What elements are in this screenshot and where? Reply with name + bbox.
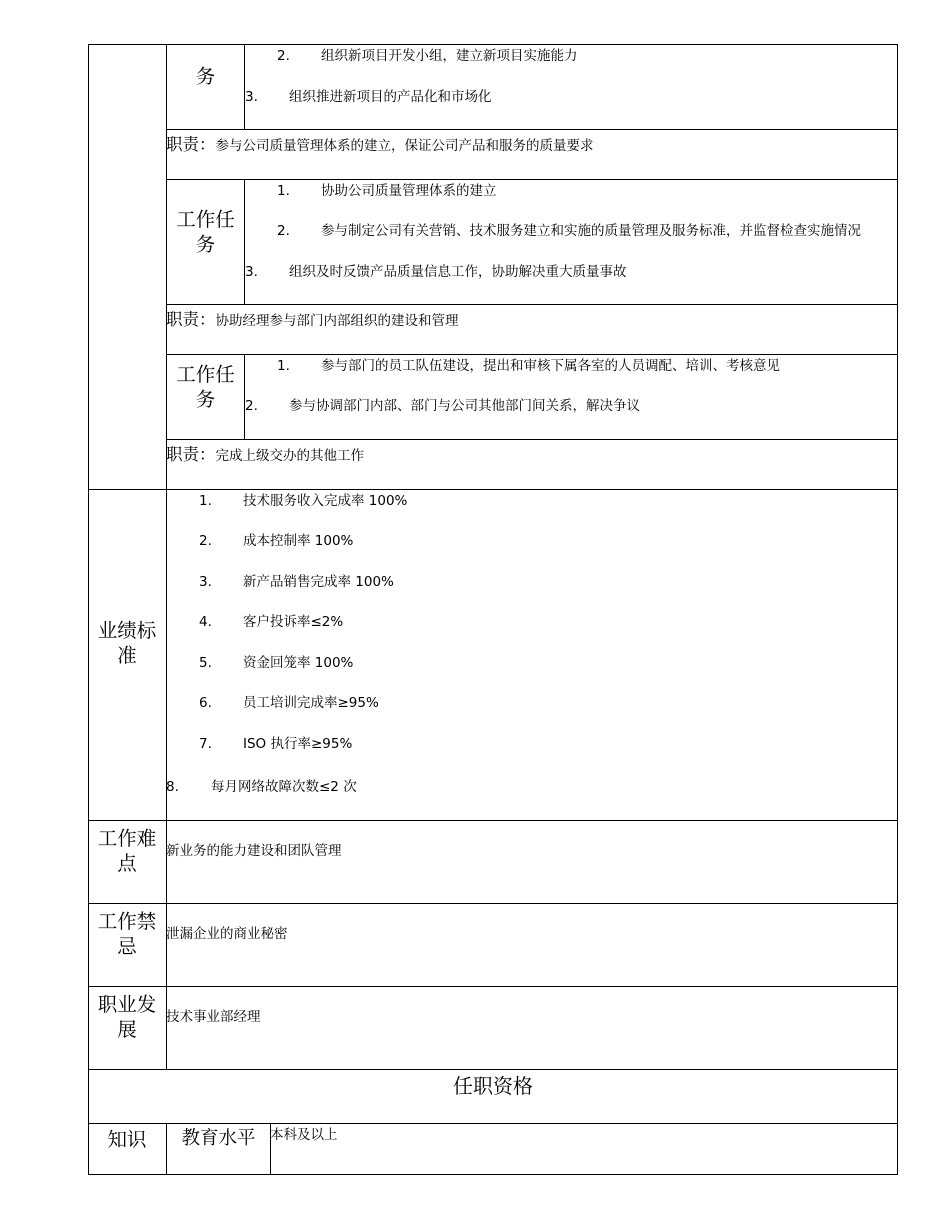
item-text: 员工培训完成率≥95% <box>243 695 379 711</box>
task-header: 工作任务 <box>176 363 235 411</box>
task-number: 1. <box>277 183 290 199</box>
difficulty-label: 工作难点 <box>97 827 157 875</box>
task-item <box>245 89 492 105</box>
item-text: 新产品销售完成率 100% <box>243 574 394 590</box>
performance-item <box>199 574 394 590</box>
education-value: 本科及以上 <box>270 1127 338 1143</box>
task-number: 1. <box>277 358 290 374</box>
row-divider <box>88 489 898 490</box>
qualifications-title: 任职资格 <box>453 1074 533 1098</box>
duty-label: 职责： <box>166 310 216 329</box>
taboo-label: 工作禁忌 <box>97 910 157 958</box>
item-text: 成本控制率 100% <box>243 533 354 549</box>
task-number: 3. <box>245 264 258 280</box>
task-number: 2. <box>277 48 290 64</box>
item-number: 5. <box>199 655 212 671</box>
column-divider-label <box>166 44 167 1070</box>
table-border-bottom <box>88 1174 898 1175</box>
row-divider <box>88 1069 898 1070</box>
task-number: 2. <box>277 223 290 239</box>
performance-item <box>199 533 353 549</box>
table-border-right <box>897 44 898 1175</box>
duty-row <box>166 311 459 329</box>
task-number: 3. <box>245 89 258 105</box>
row-divider <box>166 179 898 180</box>
task-text: 参与协调部门内部、部门与公司其他部门间关系，解决争议 <box>289 398 640 414</box>
performance-item <box>199 614 343 630</box>
item-text: 客户投诉率≤2% <box>243 614 344 630</box>
task-item <box>245 398 640 414</box>
item-number: 4. <box>199 614 212 630</box>
task-item <box>277 183 497 199</box>
item-number: 8. <box>166 779 179 795</box>
item-number: 3. <box>199 574 212 590</box>
item-number: 2. <box>199 533 212 549</box>
education-label: 教育水平 <box>181 1128 256 1149</box>
task-item <box>277 48 578 64</box>
performance-label: 业绩标准 <box>97 619 157 667</box>
knowledge-label: 知识 <box>107 1128 147 1151</box>
row-divider <box>166 439 898 440</box>
task-header-partial: 务 <box>195 65 216 88</box>
task-text: 协助公司质量管理体系的建立 <box>321 183 497 199</box>
task-number: 2. <box>245 398 258 414</box>
duty-row <box>166 446 364 464</box>
performance-item <box>199 655 353 671</box>
task-text: 参与部门的员工队伍建设，提出和审核下属各室的人员调配、培训、考核意见 <box>321 358 780 374</box>
column-divider-task-b <box>244 180 245 305</box>
performance-item <box>199 695 379 711</box>
career-label: 职业发展 <box>97 993 157 1041</box>
task-item <box>277 223 861 239</box>
table-border-top <box>88 44 898 45</box>
difficulty-text: 新业务的能力建设和团队管理 <box>166 843 342 859</box>
duty-text: 协助经理参与部门内部组织的建设和管理 <box>215 313 459 329</box>
duty-text: 参与公司质量管理体系的建立，保证公司产品和服务的质量要求 <box>215 138 594 154</box>
row-divider <box>88 903 898 904</box>
item-text: ISO 执行率≥95% <box>243 736 353 752</box>
item-number: 6. <box>199 695 212 711</box>
performance-item <box>199 736 352 752</box>
item-number: 1. <box>199 493 212 509</box>
taboo-text: 泄漏企业的商业秘密 <box>166 926 288 942</box>
duty-row <box>166 136 594 154</box>
item-text: 资金回笼率 100% <box>243 655 354 671</box>
item-text: 每月网络故障次数≤2 次 <box>211 779 357 795</box>
performance-item <box>199 493 407 509</box>
duty-label: 职责： <box>166 445 216 464</box>
item-number: 7. <box>199 736 212 752</box>
row-divider <box>88 820 898 821</box>
row-divider <box>166 354 898 355</box>
task-text: 组织推进新项目的产品化和市场化 <box>289 89 492 105</box>
career-text: 技术事业部经理 <box>166 1009 261 1025</box>
task-item <box>277 358 780 374</box>
task-item <box>245 264 627 280</box>
task-header: 工作任务 <box>176 208 235 256</box>
table-border-left <box>88 44 89 1175</box>
row-divider <box>166 304 898 305</box>
duty-label: 职责： <box>166 135 216 154</box>
item-text: 技术服务收入完成率 100% <box>243 493 408 509</box>
duty-text: 完成上级交办的其他工作 <box>215 448 364 464</box>
task-text: 组织新项目开发小组，建立新项目实施能力 <box>321 48 578 64</box>
row-divider <box>166 129 898 130</box>
row-divider <box>88 1123 898 1124</box>
column-divider-task-a <box>244 44 245 130</box>
performance-item <box>166 779 357 795</box>
task-text: 组织及时反馈产品质量信息工作，协助解决重大质量事故 <box>289 264 627 280</box>
task-text: 参与制定公司有关营销、技术服务建立和实施的质量管理及服务标准，并监督检查实施情况 <box>321 223 861 239</box>
row-divider <box>88 986 898 987</box>
